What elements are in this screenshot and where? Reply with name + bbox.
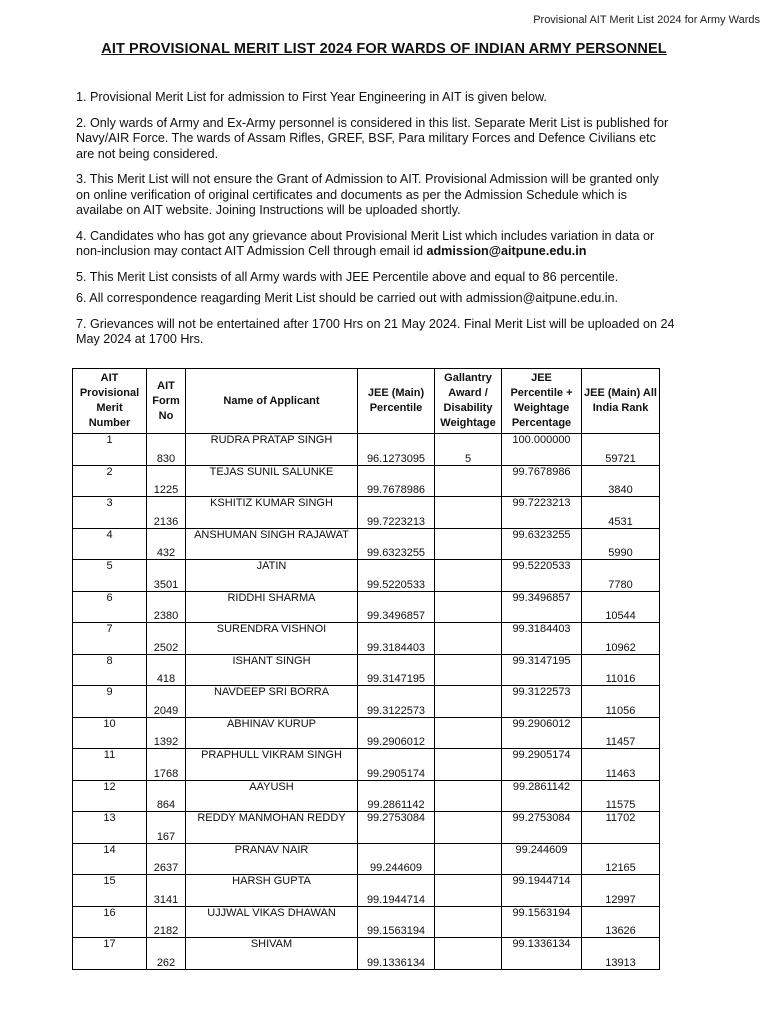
page-title: AIT PROVISIONAL MERIT LIST 2024 FOR WARDS OF INDIAN ARMY PERSONNEL — [101, 41, 667, 57]
cell-weighted-percentile: 99.3496857 — [502, 591, 582, 623]
table-row — [73, 654, 660, 686]
cell-merit-number: 8 — [73, 654, 147, 686]
table-row — [73, 749, 660, 781]
cell-applicant-name: ANSHUMAN SINGH RAJAWAT — [186, 528, 358, 560]
cell-merit-number: 6 — [73, 591, 147, 623]
note-3: 3. This Merit List will not ensure the Grant of Admission to AIT. Provisional Admission will be granted only on online verification of original certificates and documents as per the Admission Schedule which is availabe on AIT website. Joining Instructions will be uploaded shortly. — [76, 172, 659, 217]
cell-gallantry-weightage — [435, 465, 502, 497]
header-gallantry-weightage: Gallantry Award / Disability Weightage — [435, 369, 502, 434]
note-4 — [76, 229, 676, 260]
cell-merit-number: 12 — [73, 780, 147, 812]
table-row — [73, 812, 660, 844]
cell-gallantry-weightage — [435, 717, 502, 749]
cell-weighted-percentile: 99.2753084 — [502, 812, 582, 844]
merit-list-table — [72, 368, 660, 970]
cell-applicant-name: ABHINAV KURUP — [186, 717, 358, 749]
cell-form-number: 167 — [147, 812, 186, 844]
cell-merit-number: 17 — [73, 938, 147, 970]
table-row — [73, 591, 660, 623]
cell-jee-percentile: 99.2861142 — [358, 780, 435, 812]
cell-applicant-name: PRANAV NAIR — [186, 843, 358, 875]
cell-weighted-percentile: 99.1336134 — [502, 938, 582, 970]
cell-all-india-rank: 10962 — [582, 623, 660, 655]
cell-merit-number: 11 — [73, 749, 147, 781]
cell-jee-percentile: 96.1273095 — [358, 434, 435, 466]
cell-jee-percentile: 99.1563194 — [358, 906, 435, 938]
table-row — [73, 906, 660, 938]
cell-jee-percentile: 99.3147195 — [358, 654, 435, 686]
cell-applicant-name: PRAPHULL VIKRAM SINGH — [186, 749, 358, 781]
cell-gallantry-weightage — [435, 843, 502, 875]
cell-all-india-rank: 13626 — [582, 906, 660, 938]
cell-all-india-rank: 11016 — [582, 654, 660, 686]
note-1: 1. Provisional Merit List for admission to First Year Engineering in AIT is given below. — [76, 90, 547, 104]
cell-all-india-rank: 11463 — [582, 749, 660, 781]
table-row — [73, 497, 660, 529]
cell-weighted-percentile: 99.6323255 — [502, 528, 582, 560]
cell-jee-percentile: 99.3184403 — [358, 623, 435, 655]
running-header: Provisional AIT Merit List 2024 for Army Wards — [533, 14, 760, 26]
table-row — [73, 623, 660, 655]
cell-applicant-name: HARSH GUPTA — [186, 875, 358, 907]
cell-weighted-percentile: 99.2861142 — [502, 780, 582, 812]
cell-applicant-name: TEJAS SUNIL SALUNKE — [186, 465, 358, 497]
cell-gallantry-weightage — [435, 938, 502, 970]
cell-merit-number: 7 — [73, 623, 147, 655]
cell-form-number: 2380 — [147, 591, 186, 623]
cell-gallantry-weightage — [435, 686, 502, 718]
table-row — [73, 780, 660, 812]
cell-all-india-rank: 4531 — [582, 497, 660, 529]
cell-merit-number: 5 — [73, 560, 147, 592]
cell-merit-number: 9 — [73, 686, 147, 718]
cell-jee-percentile: 99.2906012 — [358, 717, 435, 749]
note-7: 7. Grievances will not be entertained after 1700 Hrs on 21 May 2024. Final Merit List will be uploaded on 24 May 2024 at 1700 Hrs. — [76, 316, 675, 346]
cell-gallantry-weightage — [435, 780, 502, 812]
cell-form-number: 262 — [147, 938, 186, 970]
cell-all-india-rank: 59721 — [582, 434, 660, 466]
cell-form-number: 3501 — [147, 560, 186, 592]
cell-form-number: 2502 — [147, 623, 186, 655]
cell-jee-percentile: 99.6323255 — [358, 528, 435, 560]
cell-jee-percentile: 99.5220533 — [358, 560, 435, 592]
cell-form-number: 1225 — [147, 465, 186, 497]
cell-form-number: 3141 — [147, 875, 186, 907]
cell-merit-number: 2 — [73, 465, 147, 497]
header-all-india-rank: JEE (Main) All India Rank — [582, 369, 660, 434]
cell-all-india-rank: 7780 — [582, 560, 660, 592]
cell-applicant-name: RUDRA PRATAP SINGH — [186, 434, 358, 466]
cell-applicant-name: AAYUSH — [186, 780, 358, 812]
cell-merit-number: 10 — [73, 717, 147, 749]
cell-jee-percentile: 99.3496857 — [358, 591, 435, 623]
cell-gallantry-weightage — [435, 591, 502, 623]
cell-weighted-percentile: 99.1563194 — [502, 906, 582, 938]
cell-weighted-percentile: 99.3147195 — [502, 654, 582, 686]
cell-weighted-percentile: 100.000000 — [502, 434, 582, 466]
cell-form-number: 432 — [147, 528, 186, 560]
table-row — [73, 938, 660, 970]
table-row — [73, 465, 660, 497]
cell-merit-number: 14 — [73, 843, 147, 875]
cell-form-number: 830 — [147, 434, 186, 466]
cell-form-number: 1768 — [147, 749, 186, 781]
table-row — [73, 560, 660, 592]
cell-jee-percentile: 99.2905174 — [358, 749, 435, 781]
cell-weighted-percentile: 99.2905174 — [502, 749, 582, 781]
note-5: 5. This Merit List consists of all Army wards with JEE Percentile above and equal to 86 percentile. — [76, 269, 619, 284]
cell-gallantry-weightage — [435, 749, 502, 781]
header-form-number: AIT Form No — [147, 369, 186, 434]
cell-merit-number: 16 — [73, 906, 147, 938]
table-row — [73, 686, 660, 718]
cell-jee-percentile: 99.244609 — [358, 843, 435, 875]
cell-weighted-percentile: 99.3122573 — [502, 686, 582, 718]
cell-gallantry-weightage — [435, 528, 502, 560]
cell-applicant-name: REDDY MANMOHAN REDDY — [186, 812, 358, 844]
note-6: 6. All correspondence reagarding Merit List should be carried out with admission@aitpune.edu.in. — [76, 291, 619, 305]
cell-jee-percentile: 99.1336134 — [358, 938, 435, 970]
cell-weighted-percentile: 99.2906012 — [502, 717, 582, 749]
cell-applicant-name: SHIVAM — [186, 938, 358, 970]
cell-form-number: 864 — [147, 780, 186, 812]
cell-applicant-name: RIDDHI SHARMA — [186, 591, 358, 623]
cell-merit-number: 15 — [73, 875, 147, 907]
cell-gallantry-weightage — [435, 654, 502, 686]
table-row — [73, 717, 660, 749]
cell-form-number: 2049 — [147, 686, 186, 718]
cell-all-india-rank: 5990 — [582, 528, 660, 560]
cell-jee-percentile: 99.3122573 — [358, 686, 435, 718]
cell-applicant-name: JATIN — [186, 560, 358, 592]
cell-gallantry-weightage — [435, 623, 502, 655]
cell-all-india-rank: 3840 — [582, 465, 660, 497]
contact-email-link[interactable]: admission@aitpune.edu.in — [426, 244, 587, 258]
table-header-row — [73, 369, 660, 434]
cell-form-number: 1392 — [147, 717, 186, 749]
table-row — [73, 528, 660, 560]
note-2: 2. Only wards of Army and Ex-Army personnel is considered in this list. Separate Merit List is published for Navy/AIR Force. The wards of Assam Rifles, GREF, BSF, Para military Forces and Defence Civilians etc are not being considered. — [76, 115, 669, 161]
cell-applicant-name: NAVDEEP SRI BORRA — [186, 686, 358, 718]
cell-merit-number: 13 — [73, 812, 147, 844]
cell-weighted-percentile: 99.7223213 — [502, 497, 582, 529]
cell-all-india-rank: 11056 — [582, 686, 660, 718]
cell-form-number: 2182 — [147, 906, 186, 938]
cell-form-number: 2637 — [147, 843, 186, 875]
cell-applicant-name: UJJWAL VIKAS DHAWAN — [186, 906, 358, 938]
cell-weighted-percentile: 99.5220533 — [502, 560, 582, 592]
cell-gallantry-weightage — [435, 906, 502, 938]
cell-weighted-percentile: 99.7678986 — [502, 465, 582, 497]
cell-gallantry-weightage — [435, 497, 502, 529]
cell-gallantry-weightage — [435, 875, 502, 907]
table-row — [73, 843, 660, 875]
cell-all-india-rank: 12997 — [582, 875, 660, 907]
cell-applicant-name: SURENDRA VISHNOI — [186, 623, 358, 655]
cell-all-india-rank: 11457 — [582, 717, 660, 749]
cell-weighted-percentile: 99.3184403 — [502, 623, 582, 655]
header-weighted-percentile: JEE Percentile + Weightage Percentage — [502, 369, 582, 434]
cell-jee-percentile: 99.2753084 — [358, 812, 435, 844]
cell-gallantry-weightage — [435, 812, 502, 844]
cell-jee-percentile: 99.1944714 — [358, 875, 435, 907]
cell-jee-percentile: 99.7223213 — [358, 497, 435, 529]
cell-all-india-rank: 12165 — [582, 843, 660, 875]
cell-applicant-name: ISHANT SINGH — [186, 654, 358, 686]
cell-form-number: 418 — [147, 654, 186, 686]
instructions — [76, 90, 676, 354]
header-jee-percentile: JEE (Main) Percentile — [358, 369, 435, 434]
cell-merit-number: 4 — [73, 528, 147, 560]
header-merit-number: AIT Provisional Merit Number — [73, 369, 147, 434]
header-applicant-name: Name of Applicant — [186, 369, 358, 434]
cell-weighted-percentile: 99.1944714 — [502, 875, 582, 907]
cell-form-number: 2136 — [147, 497, 186, 529]
cell-applicant-name: KSHITIZ KUMAR SINGH — [186, 497, 358, 529]
cell-gallantry-weightage: 5 — [435, 434, 502, 466]
cell-all-india-rank: 11702 — [582, 812, 660, 844]
cell-weighted-percentile: 99.244609 — [502, 843, 582, 875]
cell-all-india-rank: 11575 — [582, 780, 660, 812]
table-body — [73, 434, 660, 970]
cell-merit-number: 1 — [73, 434, 147, 466]
note-4-text: 4. Candidates who has got any grievance about Provisional Merit List which includes variation in data or non-inclusion may contact AIT Admission Cell through email id — [76, 228, 655, 258]
table-row — [73, 434, 660, 466]
cell-merit-number: 3 — [73, 497, 147, 529]
cell-gallantry-weightage — [435, 560, 502, 592]
cell-all-india-rank: 10544 — [582, 591, 660, 623]
cell-jee-percentile: 99.7678986 — [358, 465, 435, 497]
table-row — [73, 875, 660, 907]
cell-all-india-rank: 13913 — [582, 938, 660, 970]
